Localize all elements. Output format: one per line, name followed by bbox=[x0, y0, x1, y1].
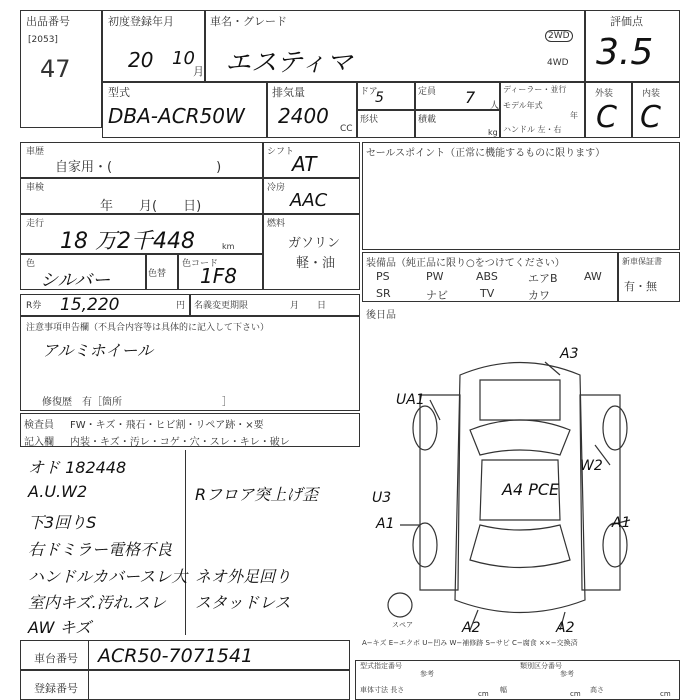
kg-unit: kg bbox=[488, 128, 498, 137]
lot-number: 47 bbox=[40, 55, 71, 83]
equip-aw: AW bbox=[584, 270, 602, 283]
width-label: 幅 bbox=[500, 686, 507, 694]
damage-a2-left: A2 bbox=[462, 620, 481, 636]
sales-label: セールスポイント（正常に機能するものに限ります） bbox=[366, 148, 606, 159]
shift-label: シフト bbox=[267, 147, 295, 157]
year-suffix: 年 bbox=[570, 111, 578, 120]
yen-unit: 円 bbox=[176, 301, 186, 311]
remark-7: AW キズ bbox=[28, 618, 92, 637]
lot-sub: [2053] bbox=[28, 35, 58, 45]
remark-right-1: Rフロア突上げ歪 bbox=[195, 485, 319, 504]
mileage-label: 走行 bbox=[26, 219, 45, 229]
grade-value: 3.5 bbox=[596, 32, 654, 73]
equip-pw: PW bbox=[426, 270, 444, 283]
color-swap-label: 色替 bbox=[148, 269, 167, 279]
name-change-value: 月 日 bbox=[290, 301, 327, 311]
inspector-label: 検査員 bbox=[24, 420, 54, 431]
cm-3: cm bbox=[660, 690, 671, 698]
car-name-label: 車名・グレード bbox=[210, 15, 287, 28]
color-value: シルバー bbox=[40, 270, 111, 291]
color-label: 色 bbox=[26, 259, 36, 269]
usage-label: 車歴 bbox=[26, 147, 45, 157]
equip-abs: ABS bbox=[476, 270, 498, 283]
first-reg-label: 初度登録年月 bbox=[108, 15, 174, 28]
length-label: 車体寸法 長さ bbox=[360, 686, 405, 694]
rear-label: 後日品 bbox=[366, 310, 396, 321]
handle-label: ハンドル 左・右 bbox=[503, 125, 562, 134]
fuel-label: 燃料 bbox=[267, 219, 286, 229]
recycle-value: 15,220 bbox=[60, 295, 120, 315]
ac-label: 冷房 bbox=[267, 183, 286, 193]
damage-ua1: UA1 bbox=[396, 392, 425, 408]
inspection-label: 車検 bbox=[26, 183, 45, 193]
remark-1: オド 182448 bbox=[28, 458, 127, 477]
mileage-value: 18 万2千448 bbox=[60, 229, 195, 254]
warranty-value: 有・無 bbox=[624, 280, 657, 293]
drive-2wd: 2WD bbox=[545, 30, 573, 42]
displacement-label: 排気量 bbox=[272, 86, 305, 99]
capacity-label: 定員 bbox=[418, 87, 437, 97]
ac-value: AAC bbox=[290, 190, 328, 211]
repair-label: 修復歴 有［箇所 ］ bbox=[42, 397, 232, 408]
category-label: 類別区分番号 bbox=[520, 662, 562, 670]
equipment-label: 装備品（純正品に限り○をつけてください） bbox=[366, 258, 565, 269]
model-year-label: モデル年式 bbox=[503, 101, 543, 110]
chassis-value: ACR50-7071541 bbox=[98, 645, 254, 667]
km-unit: km bbox=[222, 242, 235, 251]
remark-5: ハンドルカバースレ大 bbox=[28, 567, 188, 586]
interior-label: 内装 bbox=[642, 89, 661, 99]
cm-1: cm bbox=[478, 690, 489, 698]
equip-leather: カワ bbox=[528, 289, 550, 302]
dealer-label: ディーラー・並行 bbox=[503, 85, 567, 94]
first-reg-year: 20 bbox=[128, 48, 154, 72]
model-label: 型式 bbox=[108, 86, 130, 99]
drive-4wd: 4WD bbox=[547, 58, 569, 68]
person-suffix: 人 bbox=[490, 101, 500, 111]
equip-airbag: エアB bbox=[528, 272, 558, 285]
remark-2: A.U.W2 bbox=[28, 482, 88, 501]
equip-sr: SR bbox=[376, 287, 391, 300]
damage-a1-left: A1 bbox=[376, 516, 395, 532]
recycle-label: R券 bbox=[26, 301, 42, 311]
fuel-gasoline: ガソリン bbox=[288, 236, 341, 251]
interior-value: C bbox=[640, 100, 661, 135]
remark-right-3: スタッドレス bbox=[195, 593, 291, 612]
load-label: 積載 bbox=[418, 115, 437, 125]
capacity-value: 7 bbox=[465, 88, 476, 107]
spec-change-label: 型式指定番号 bbox=[360, 662, 402, 670]
exterior-label: 外装 bbox=[595, 89, 614, 99]
cm-2: cm bbox=[570, 690, 581, 698]
remark-4: 右ドミラー電格不良 bbox=[28, 540, 173, 559]
exterior-value: C bbox=[596, 100, 617, 135]
damage-a2-right: A2 bbox=[556, 620, 575, 636]
entry-label: 記入欄 bbox=[24, 437, 54, 448]
first-reg-month: 10 bbox=[172, 48, 195, 69]
inspection-value: 年 月( 日) bbox=[100, 199, 202, 214]
damage-a1-right: A1 bbox=[612, 515, 631, 531]
remark-6: 室内キズ.汚れ.スレ bbox=[28, 593, 166, 612]
grade-label: 評価点 bbox=[610, 15, 643, 28]
fuel-diesel: 軽・油 bbox=[296, 256, 336, 271]
entry-line: 内装・キズ・汚レ・コゲ・穴・スレ・キレ・破レ bbox=[70, 437, 290, 448]
damage-a3: A3 bbox=[560, 346, 579, 362]
door-label: ドア bbox=[360, 87, 378, 97]
equip-navi: ナビ bbox=[426, 289, 448, 302]
ref-1: 参考 bbox=[420, 670, 434, 678]
reg-label: 登録番号 bbox=[34, 682, 78, 695]
color-code-value: 1F8 bbox=[200, 264, 237, 288]
inspector-line: FW・キズ・飛石・ヒビ割・リペア跡・×要 bbox=[70, 420, 264, 431]
model-value: DBA-ACR50W bbox=[108, 104, 245, 128]
damage-legend: A−キズ E−エクボ U−凹み W−補修跡 S−サビ C−腐食 ××−交換済 bbox=[362, 639, 578, 647]
ref-2: 参考 bbox=[560, 670, 574, 678]
damage-w2: W2 bbox=[580, 458, 603, 474]
displacement-value: 2400 bbox=[278, 104, 329, 128]
notes-value: アルミホイール bbox=[42, 341, 154, 360]
shape-label: 形状 bbox=[360, 115, 379, 125]
height-label: 高さ bbox=[590, 686, 604, 694]
remark-right-2: ネオ外足回り bbox=[195, 567, 292, 586]
car-name-value: エスティマ bbox=[225, 48, 353, 78]
warranty-label: 新車保証書 bbox=[622, 257, 662, 266]
usage-value: 自家用・( ) bbox=[55, 160, 222, 175]
damage-a4-pce: A4 PCE bbox=[502, 480, 560, 499]
remark-3: 下3回りS bbox=[28, 513, 97, 532]
lot-label: 出品番号 bbox=[26, 15, 70, 28]
month-suffix: 月 bbox=[193, 65, 204, 78]
color-code-label: 色コード bbox=[182, 259, 219, 269]
chassis-label: 車台番号 bbox=[34, 652, 78, 665]
name-change-label: 名義変更期限 bbox=[194, 301, 249, 311]
equip-tv: TV bbox=[480, 287, 495, 300]
cc-unit: CC bbox=[340, 124, 353, 134]
door-value: 5 bbox=[375, 90, 384, 106]
equip-ps: PS bbox=[376, 270, 390, 283]
shift-value: AT bbox=[292, 152, 317, 176]
spare-label: スペア bbox=[392, 621, 413, 629]
damage-u3: U3 bbox=[372, 490, 392, 506]
notes-label: 注意事項申告欄（不具合内容等は具体的に記入して下さい） bbox=[26, 323, 270, 333]
